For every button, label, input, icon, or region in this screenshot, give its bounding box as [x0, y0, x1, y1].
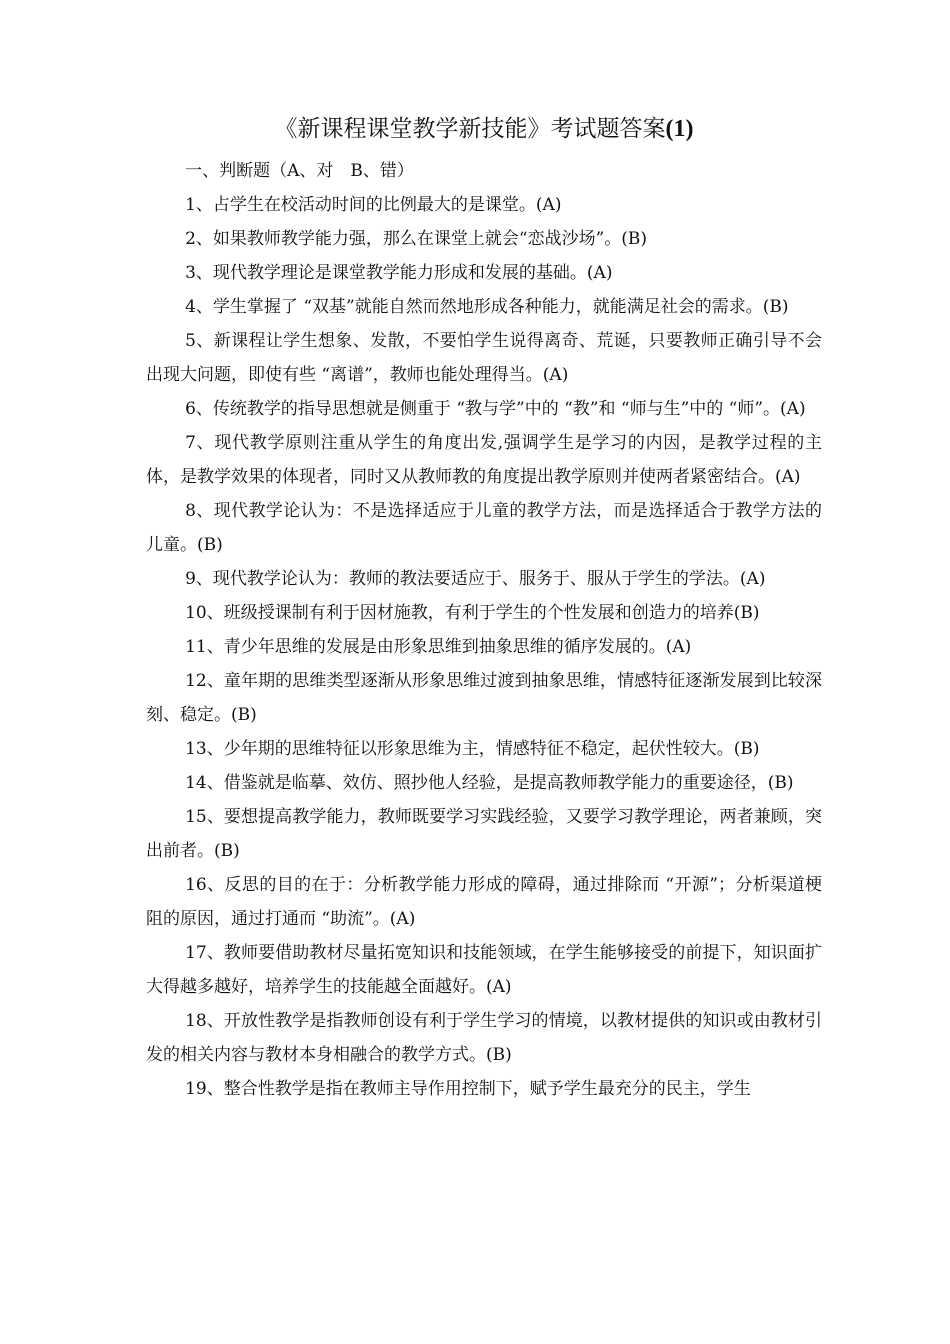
question-item-19: 19、整合性教学是指在教师主导作用控制下，赋予学生最充分的民主，学生 [185, 1079, 751, 1099]
title-number: (1) [665, 116, 694, 142]
question-item-1: 1、占学生在校活动时间的比例最大的是课堂。(A) [185, 195, 562, 215]
question-item-6: 6、传统教学的指导思想就是侧重于 “教与学”中的 “教”和 “师与生”中的 “师”。(A) [185, 399, 806, 419]
question-item-10: 10、班级授课制有利于因材施教，有利于学生的个性发展和创造力的培养(B) [185, 603, 760, 623]
question-item-12: 12、童年期的思维类型逐渐从形象思维过渡到抽象思维，情感特征逐渐发展到比较深刻、稳定。(B) [146, 671, 822, 725]
section-heading: 一、判断题（A、对 B、错） [185, 161, 414, 181]
question-item-8: 8、现代教学论认为：不是选择适应于儿童的教学方法，而是选择适合于教学方法的儿童。(B) [146, 501, 822, 555]
question-item-16: 16、反思的目的在于：分析教学能力形成的障碍，通过排除而 “开源”；分析渠道梗阻的原因，通过打通而 “助流”。(A) [146, 875, 822, 929]
document-title [146, 112, 822, 146]
document-body [146, 154, 822, 1106]
question-item-5: 5、新课程让学生想象、发散，不要怕学生说得离奇、荒诞，只要教师正确引导不会出现大问题，即使有些 “离谱”，教师也能处理得当。(A) [146, 331, 822, 385]
question-item-4: 4、学生掌握了 “双基”就能自然而然地形成各种能力，就能满足社会的需求。(B) [185, 297, 789, 317]
question-item-11: 11、青少年思维的发展是由形象思维到抽象思维的循序发展的。(A) [185, 637, 692, 657]
question-item-14: 14、借鉴就是临摹、效仿、照抄他人经验，是提高教师教学能力的重要途径，(B) [185, 773, 794, 793]
title-main-text: 《新课程课堂教学新技能》考试题答案 [274, 116, 666, 142]
question-item-13: 13、少年期的思维特征以形象思维为主，情感特征不稳定，起伏性较大。(B) [185, 739, 760, 759]
question-item-2: 2、如果教师教学能力强，那么在课堂上就会“恋战沙场”。(B) [185, 229, 648, 249]
question-item-15: 15、要想提高教学能力，教师既要学习实践经验，又要学习教学理论，两者兼顾，突出前者。(B) [146, 807, 822, 861]
question-item-17: 17、教师要借助教材尽量拓宽知识和技能领域，在学生能够接受的前提下，知识面扩大得越多越好，培养学生的技能越全面越好。(A) [146, 943, 822, 997]
question-item-9: 9、现代教学论认为：教师的教法要适应于、服务于、服从于学生的学法。(A) [185, 569, 766, 589]
question-item-18: 18、开放性教学是指教师创设有利于学生学习的情境，以教材提供的知识或由教材引发的相关内容与教材本身相融合的教学方式。(B) [146, 1011, 822, 1065]
question-item-3: 3、现代教学理论是课堂教学能力形成和发展的基础。(A) [185, 263, 613, 283]
question-item-7: 7、现代教学原则注重从学生的角度出发,强调学生是学习的内因，是教学过程的主体，是教学效果的体现者，同时又从教师教的角度提出教学原则并使两者紧密结合。(A) [146, 433, 822, 487]
